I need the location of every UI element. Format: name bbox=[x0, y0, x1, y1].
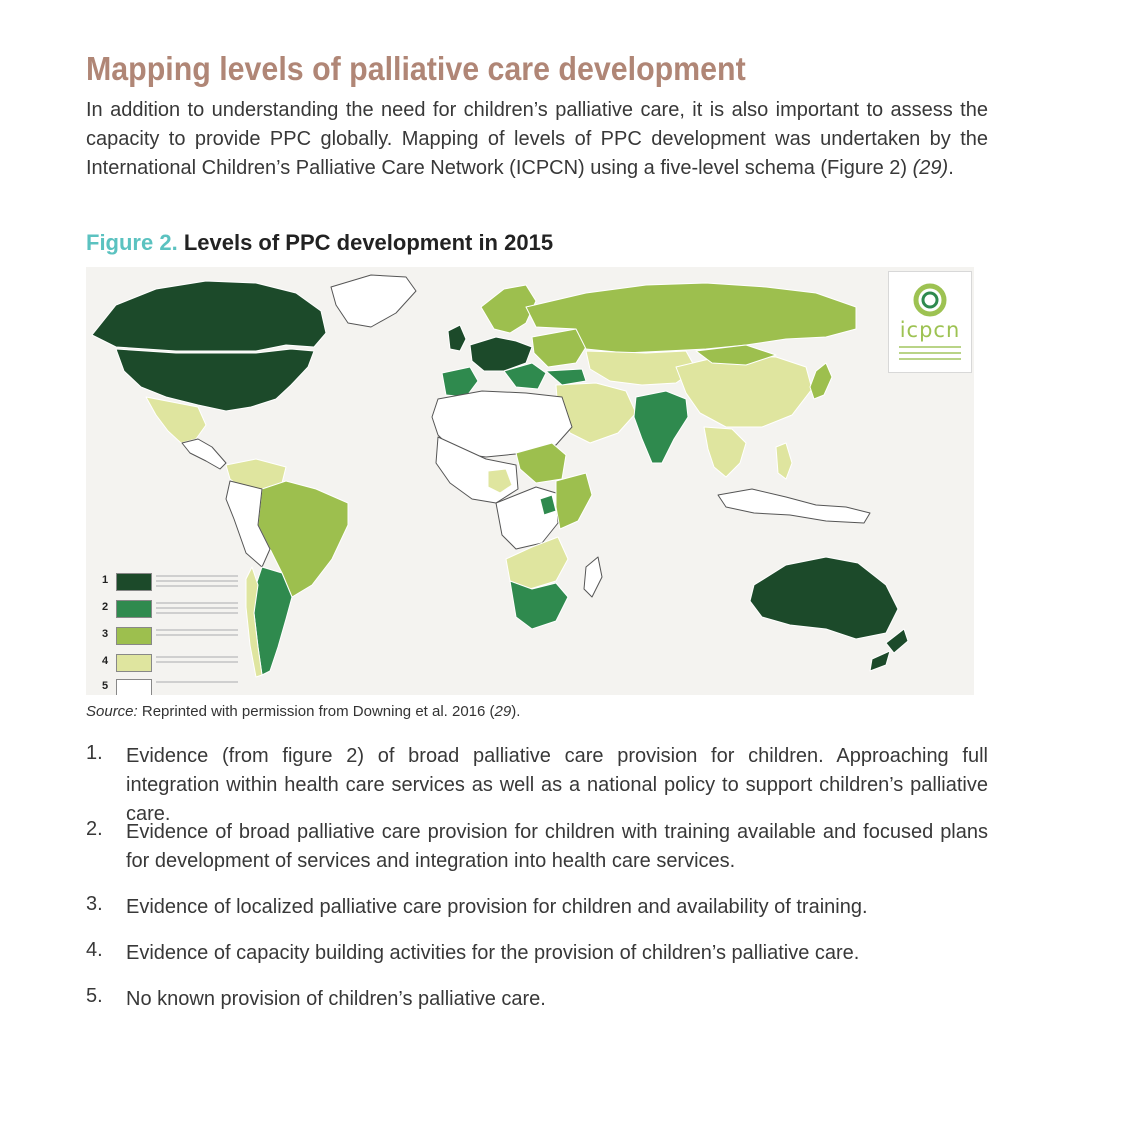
source-reference: 29 bbox=[494, 703, 512, 720]
list-item-number: 2. bbox=[86, 818, 103, 840]
intro-paragraph bbox=[86, 96, 988, 183]
list-item-text: Evidence of broad palliative care provision for children with training available and focused plans for development of services and integration into health care services. bbox=[126, 821, 988, 872]
source-label: Source: bbox=[86, 703, 138, 720]
figure-source bbox=[86, 703, 520, 720]
region-east-africa bbox=[556, 473, 592, 529]
region-china bbox=[676, 355, 812, 427]
list-item-text: Evidence (from figure 2) of broad palliative care provision for children. Approaching full integration within health care services as well as a national policy to support children’s palliative care. bbox=[126, 745, 988, 825]
region-canada bbox=[92, 281, 326, 351]
region-usa bbox=[116, 349, 314, 411]
source-text: Reprinted with permission from Downing et al. 2016 ( bbox=[137, 703, 495, 720]
region-indonesia bbox=[718, 489, 870, 523]
legend-swatch bbox=[116, 600, 152, 618]
list-item-number: 3. bbox=[86, 893, 103, 915]
region-middle-east bbox=[556, 383, 636, 443]
figure-number: Figure 2. bbox=[86, 230, 178, 255]
list-item-text: Evidence of capacity building activities for the provision of children’s palliative care. bbox=[126, 942, 860, 964]
region-eastern-europe bbox=[532, 329, 586, 367]
icpcn-logo-text: icpcn bbox=[899, 318, 961, 342]
icpcn-logo-rings bbox=[889, 276, 971, 322]
legend-description-lines bbox=[156, 681, 238, 686]
legend-description-lines bbox=[156, 629, 238, 639]
legend-swatch bbox=[116, 627, 152, 645]
region-greenland bbox=[331, 275, 416, 327]
icpcn-logo bbox=[888, 271, 972, 373]
legend-number: 1 bbox=[102, 574, 109, 586]
region-australia bbox=[750, 557, 898, 639]
region-madagascar bbox=[584, 557, 602, 597]
icpcn-logo-tagline bbox=[899, 346, 961, 364]
region-japan bbox=[810, 363, 832, 399]
legend-swatch bbox=[116, 573, 152, 591]
legend-description-lines bbox=[156, 575, 238, 590]
legend-number: 2 bbox=[102, 601, 109, 613]
region-turkey bbox=[546, 369, 586, 385]
source-end: ). bbox=[511, 703, 521, 720]
world-map bbox=[86, 267, 974, 695]
intro-end: . bbox=[948, 157, 954, 179]
region-uk bbox=[448, 325, 466, 351]
region-new-zealand-south bbox=[870, 651, 890, 671]
region-india bbox=[634, 391, 688, 463]
list-item-number: 1. bbox=[86, 742, 103, 764]
legend-description-lines bbox=[156, 602, 238, 617]
figure-title: Levels of PPC development in 2015 bbox=[183, 230, 554, 255]
page-title: Mapping levels of palliative care development bbox=[86, 50, 746, 88]
legend-swatch bbox=[116, 679, 152, 695]
intro-citation: (29) bbox=[912, 157, 949, 179]
region-central-america bbox=[182, 439, 226, 469]
region-new-zealand bbox=[886, 629, 908, 653]
legend-swatch bbox=[116, 654, 152, 672]
region-southeast-asia bbox=[704, 427, 746, 477]
intro-text: In addition to understanding the need for children’s palliative care, it is also important to assess the capacity to provide PPC globally. Mapping of levels of PPC development was undertaken by the International Children’s Palliative Care Network (ICPCN) using a five-level schema (Figure 2) bbox=[86, 99, 988, 179]
figure-caption bbox=[86, 230, 553, 256]
list-item-number: 5. bbox=[86, 985, 103, 1007]
list-item-number: 4. bbox=[86, 939, 103, 961]
region-philippines bbox=[776, 443, 792, 479]
legend-number: 5 bbox=[102, 680, 109, 692]
list-item-text: No known provision of children’s palliative care. bbox=[126, 988, 546, 1010]
legend-number: 4 bbox=[102, 655, 109, 667]
legend-number: 3 bbox=[102, 628, 109, 640]
list-item-text: Evidence of localized palliative care provision for children and availability of training. bbox=[126, 896, 868, 918]
region-south-africa bbox=[510, 581, 568, 629]
legend-description-lines bbox=[156, 656, 238, 666]
